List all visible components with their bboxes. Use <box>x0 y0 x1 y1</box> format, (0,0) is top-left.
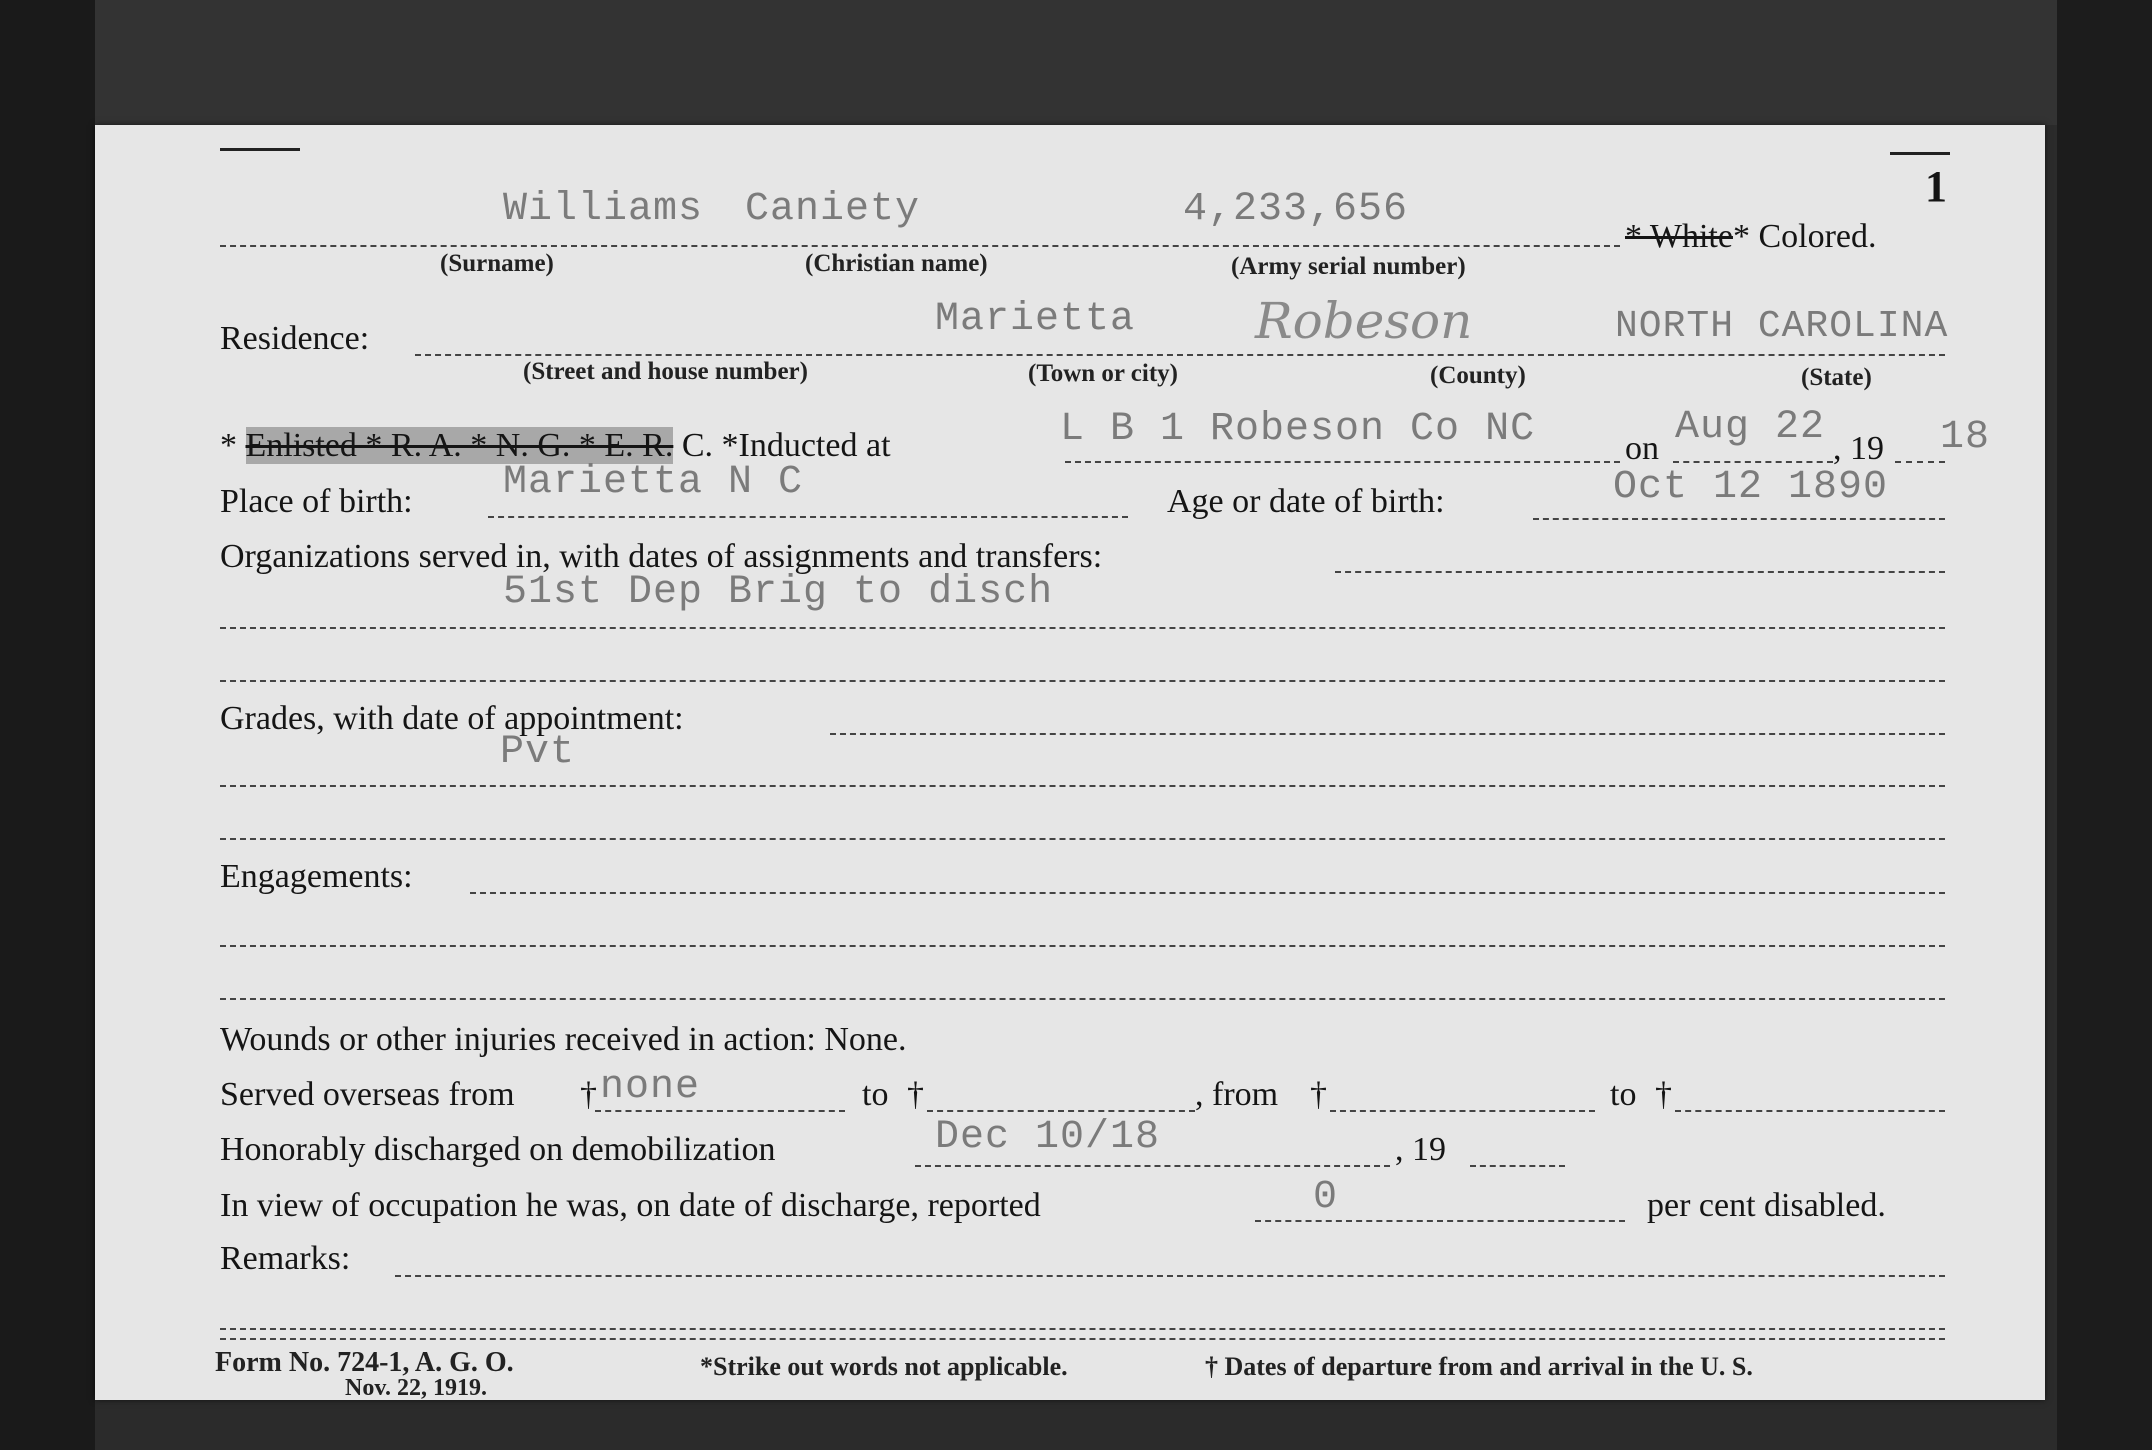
organizations-label: Organizations served in, with dates of assignments and transfers: <box>220 538 1103 575</box>
name-line <box>220 245 1620 247</box>
overseas-to-dagger: † <box>907 1076 924 1113</box>
place-of-birth-line <box>488 516 1128 518</box>
induction-place-value: L B 1 Robeson Co NC <box>1060 407 1536 452</box>
grades-line-3 <box>220 838 1945 840</box>
age-label: Age or date of birth: <box>1167 483 1445 520</box>
overseas-to-label: to <box>862 1076 889 1113</box>
birth-date-value: Oct 12 1890 <box>1613 465 1889 510</box>
race-colored: * Colored. <box>1732 218 1877 255</box>
card-number: 1 <box>1925 162 1947 211</box>
residence-line <box>415 354 1945 356</box>
race-field <box>1625 218 1877 256</box>
overseas-to-line <box>927 1110 1195 1112</box>
service-record-card <box>95 125 2045 1400</box>
race-white-struck: * White <box>1625 218 1733 255</box>
remarks-line-1 <box>395 1275 1945 1277</box>
overseas-from-dagger: † <box>580 1076 597 1113</box>
scanner-border-right <box>2057 0 2152 1450</box>
organizations-line-1 <box>1335 571 1945 573</box>
overseas-second-from-label: , from <box>1195 1076 1279 1113</box>
overseas-second-from-dagger: † <box>1310 1076 1327 1113</box>
dagger-note: † Dates of departure from and arrival in the U. S. <box>1205 1352 1753 1381</box>
enlistment-line: * Enlisted * R. A. * N. G. * E. R. C. *Inducted at <box>220 427 891 464</box>
wounds-text: Wounds or other injuries received in action: None. <box>220 1021 907 1058</box>
discharge-label: Honorably discharged on demobilization <box>220 1131 776 1168</box>
engagements-line-2 <box>220 945 1945 947</box>
induction-date-value: Aug 22 <box>1675 405 1826 450</box>
form-date: Nov. 22, 1919. <box>345 1375 488 1401</box>
christian-name-caption: (Christian name) <box>805 250 988 277</box>
organizations-value: 51st Dep Brig to disch <box>503 570 1054 615</box>
grade-value: Pvt <box>500 730 576 775</box>
birth-date-line <box>1533 518 1945 520</box>
overseas-second-to-dagger: † <box>1655 1076 1672 1113</box>
disability-suffix: per cent disabled. <box>1647 1187 1886 1224</box>
induction-year-value: 18 <box>1940 415 1991 460</box>
discharge-year-line <box>1470 1165 1565 1167</box>
place-of-birth-value: Marietta N C <box>503 460 804 505</box>
place-of-birth-label: Place of birth: <box>220 483 413 520</box>
enlistment-options-struck: Enlisted * R. A. * N. G. * E. R. <box>245 427 674 464</box>
top-right-rule <box>1890 152 1950 155</box>
overseas-second-to-line <box>1675 1110 1945 1112</box>
serial-number-caption: (Army serial number) <box>1231 253 1466 280</box>
discharge-date-value: Dec 10/18 <box>935 1115 1161 1160</box>
induction-year-prefix: , 19 <box>1833 430 1884 467</box>
form-number: Form No. 724-1, A. G. O. <box>215 1347 514 1378</box>
street-caption: (Street and house number) <box>523 358 808 385</box>
on-label: on <box>1625 430 1659 467</box>
serial-number-value: 4,233,656 <box>1183 187 1409 232</box>
overseas-label: Served overseas from <box>220 1076 515 1113</box>
discharge-date-line <box>915 1165 1390 1167</box>
inducted-label: C. *Inducted at <box>673 427 891 464</box>
top-left-rule <box>220 148 300 151</box>
strike-out-note: *Strike out words not applicable. <box>700 1352 1068 1381</box>
disability-label: In view of occupation he was, on date of discharge, reported <box>220 1187 1041 1224</box>
discharge-year-prefix: , 19 <box>1395 1131 1446 1168</box>
induction-place-line <box>1065 461 1620 463</box>
remarks-line-2 <box>220 1328 1945 1330</box>
residence-county-handwritten: Robeson <box>1255 292 1473 350</box>
disability-line <box>1255 1220 1625 1222</box>
induction-date-line <box>1673 461 1833 463</box>
organizations-line-2 <box>220 627 1945 629</box>
residence-state-value: NORTH CAROLINA <box>1615 305 1949 348</box>
residence-town-value: Marietta <box>935 297 1136 342</box>
overseas-second-to-label: to <box>1610 1076 1637 1113</box>
organizations-line-3 <box>220 680 1945 682</box>
grades-line-1 <box>830 733 1945 735</box>
overseas-from-line <box>595 1110 845 1112</box>
surname-value: Williams <box>503 187 704 232</box>
scanner-border-left <box>0 0 95 1450</box>
residence-label: Residence: <box>220 320 370 357</box>
scanner-border-top <box>95 0 2057 125</box>
engagements-line-3 <box>220 998 1945 1000</box>
surname-caption: (Surname) <box>440 250 554 277</box>
state-caption: (State) <box>1801 364 1872 391</box>
remarks-line-3 <box>220 1338 1945 1340</box>
remarks-label: Remarks: <box>220 1240 351 1277</box>
overseas-second-from-line <box>1330 1110 1595 1112</box>
town-caption: (Town or city) <box>1028 360 1178 387</box>
engagements-line-1 <box>470 892 1945 894</box>
induction-year-line <box>1895 461 1945 463</box>
engagements-label: Engagements: <box>220 858 413 895</box>
grades-label: Grades, with date of appointment: <box>220 700 684 737</box>
grades-line-2 <box>220 785 1945 787</box>
disability-value: 0 <box>1313 1175 1339 1220</box>
christian-name-value: Caniety <box>745 187 921 232</box>
overseas-from-value: none <box>600 1065 701 1110</box>
county-caption: (County) <box>1430 362 1526 389</box>
